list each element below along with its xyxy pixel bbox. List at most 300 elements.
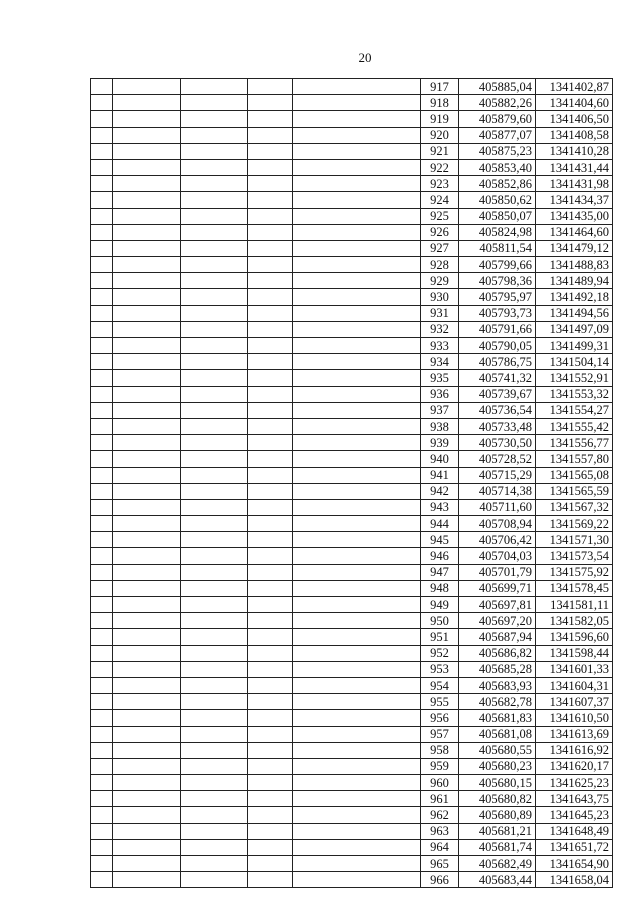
empty-cell xyxy=(248,613,293,629)
y-coordinate-cell: 1341408,58 xyxy=(536,127,613,143)
y-coordinate-cell: 1341488,83 xyxy=(536,257,613,273)
table-row xyxy=(91,499,613,515)
empty-cell xyxy=(91,548,113,564)
empty-cell xyxy=(293,791,421,807)
table-row xyxy=(91,257,613,273)
table-row xyxy=(91,467,613,483)
x-coordinate-cell: 405739,67 xyxy=(459,386,536,402)
empty-cell xyxy=(113,532,181,548)
empty-cell xyxy=(293,839,421,855)
empty-cell xyxy=(181,354,248,370)
empty-cell xyxy=(181,370,248,386)
x-coordinate-cell: 405697,81 xyxy=(459,597,536,613)
table-row xyxy=(91,321,613,337)
x-coordinate-cell: 405811,54 xyxy=(459,240,536,256)
empty-cell xyxy=(293,645,421,661)
empty-cell xyxy=(113,289,181,305)
table-row xyxy=(91,758,613,774)
empty-cell xyxy=(293,95,421,111)
y-coordinate-cell: 1341573,54 xyxy=(536,548,613,564)
table-row xyxy=(91,532,613,548)
table-row xyxy=(91,240,613,256)
point-number-cell: 927 xyxy=(421,240,459,256)
y-coordinate-cell: 1341596,60 xyxy=(536,629,613,645)
empty-cell xyxy=(248,629,293,645)
point-number-cell: 931 xyxy=(421,305,459,321)
point-number-cell: 935 xyxy=(421,370,459,386)
empty-cell xyxy=(181,208,248,224)
empty-cell xyxy=(181,418,248,434)
empty-cell xyxy=(113,677,181,693)
empty-cell xyxy=(248,597,293,613)
point-number-cell: 921 xyxy=(421,143,459,159)
point-number-cell: 965 xyxy=(421,856,459,872)
empty-cell xyxy=(113,483,181,499)
empty-cell xyxy=(91,677,113,693)
empty-cell xyxy=(113,791,181,807)
empty-cell xyxy=(293,208,421,224)
empty-cell xyxy=(248,548,293,564)
point-number-cell: 918 xyxy=(421,95,459,111)
empty-cell xyxy=(248,435,293,451)
point-number-cell: 936 xyxy=(421,386,459,402)
y-coordinate-cell: 1341575,92 xyxy=(536,564,613,580)
empty-cell xyxy=(293,143,421,159)
empty-cell xyxy=(248,338,293,354)
table-row xyxy=(91,661,613,677)
empty-cell xyxy=(113,467,181,483)
x-coordinate-cell: 405714,38 xyxy=(459,483,536,499)
empty-cell xyxy=(113,872,181,888)
x-coordinate-cell: 405790,05 xyxy=(459,338,536,354)
table-row xyxy=(91,483,613,499)
table-row xyxy=(91,127,613,143)
empty-cell xyxy=(248,192,293,208)
table-row xyxy=(91,516,613,532)
empty-cell xyxy=(113,338,181,354)
y-coordinate-cell: 1341499,31 xyxy=(536,338,613,354)
empty-cell xyxy=(181,548,248,564)
empty-cell xyxy=(113,192,181,208)
point-number-cell: 944 xyxy=(421,516,459,532)
table-row xyxy=(91,273,613,289)
empty-cell xyxy=(293,176,421,192)
point-number-cell: 960 xyxy=(421,775,459,791)
y-coordinate-cell: 1341554,27 xyxy=(536,402,613,418)
y-coordinate-cell: 1341557,80 xyxy=(536,451,613,467)
empty-cell xyxy=(293,127,421,143)
table-row xyxy=(91,839,613,855)
empty-cell xyxy=(248,645,293,661)
point-number-cell: 942 xyxy=(421,483,459,499)
empty-cell xyxy=(181,499,248,515)
table-row xyxy=(91,79,613,95)
empty-cell xyxy=(293,710,421,726)
x-coordinate-cell: 405824,98 xyxy=(459,224,536,240)
empty-cell xyxy=(113,839,181,855)
x-coordinate-cell: 405699,71 xyxy=(459,580,536,596)
empty-cell xyxy=(91,694,113,710)
y-coordinate-cell: 1341601,33 xyxy=(536,661,613,677)
empty-cell xyxy=(248,418,293,434)
x-coordinate-cell: 405850,62 xyxy=(459,192,536,208)
y-coordinate-cell: 1341431,98 xyxy=(536,176,613,192)
x-coordinate-cell: 405730,50 xyxy=(459,435,536,451)
x-coordinate-cell: 405681,21 xyxy=(459,823,536,839)
empty-cell xyxy=(113,548,181,564)
empty-cell xyxy=(248,257,293,273)
empty-cell xyxy=(113,354,181,370)
empty-cell xyxy=(91,629,113,645)
table-row xyxy=(91,192,613,208)
empty-cell xyxy=(293,159,421,175)
empty-cell xyxy=(113,79,181,95)
empty-cell xyxy=(293,872,421,888)
empty-cell xyxy=(91,580,113,596)
y-coordinate-cell: 1341556,77 xyxy=(536,435,613,451)
y-coordinate-cell: 1341402,87 xyxy=(536,79,613,95)
point-number-cell: 937 xyxy=(421,402,459,418)
point-number-cell: 919 xyxy=(421,111,459,127)
point-number-cell: 963 xyxy=(421,823,459,839)
empty-cell xyxy=(113,726,181,742)
x-coordinate-cell: 405728,52 xyxy=(459,451,536,467)
empty-cell xyxy=(91,321,113,337)
empty-cell xyxy=(113,580,181,596)
point-number-cell: 926 xyxy=(421,224,459,240)
x-coordinate-cell: 405680,15 xyxy=(459,775,536,791)
table-row xyxy=(91,823,613,839)
empty-cell xyxy=(181,143,248,159)
point-number-cell: 954 xyxy=(421,677,459,693)
empty-cell xyxy=(181,192,248,208)
empty-cell xyxy=(113,111,181,127)
empty-cell xyxy=(91,661,113,677)
x-coordinate-cell: 405686,82 xyxy=(459,645,536,661)
empty-cell xyxy=(248,564,293,580)
y-coordinate-cell: 1341406,50 xyxy=(536,111,613,127)
point-number-cell: 930 xyxy=(421,289,459,305)
point-number-cell: 934 xyxy=(421,354,459,370)
empty-cell xyxy=(248,176,293,192)
point-number-cell: 959 xyxy=(421,758,459,774)
y-coordinate-cell: 1341616,92 xyxy=(536,742,613,758)
empty-cell xyxy=(113,758,181,774)
empty-cell xyxy=(248,208,293,224)
table-row xyxy=(91,159,613,175)
empty-cell xyxy=(181,305,248,321)
empty-cell xyxy=(91,726,113,742)
y-coordinate-cell: 1341553,32 xyxy=(536,386,613,402)
table-row xyxy=(91,289,613,305)
table-row xyxy=(91,791,613,807)
y-coordinate-cell: 1341598,44 xyxy=(536,645,613,661)
empty-cell xyxy=(91,791,113,807)
y-coordinate-cell: 1341578,45 xyxy=(536,580,613,596)
point-number-cell: 938 xyxy=(421,418,459,434)
empty-cell xyxy=(181,597,248,613)
empty-cell xyxy=(293,532,421,548)
empty-cell xyxy=(181,273,248,289)
coordinates-table xyxy=(90,78,613,888)
empty-cell xyxy=(181,661,248,677)
empty-cell xyxy=(113,257,181,273)
empty-cell xyxy=(293,694,421,710)
point-number-cell: 924 xyxy=(421,192,459,208)
empty-cell xyxy=(91,159,113,175)
point-number-cell: 966 xyxy=(421,872,459,888)
table-row xyxy=(91,564,613,580)
y-coordinate-cell: 1341555,42 xyxy=(536,418,613,434)
empty-cell xyxy=(293,257,421,273)
empty-cell xyxy=(293,289,421,305)
x-coordinate-cell: 405685,28 xyxy=(459,661,536,677)
x-coordinate-cell: 405680,89 xyxy=(459,807,536,823)
point-number-cell: 958 xyxy=(421,742,459,758)
empty-cell xyxy=(293,111,421,127)
empty-cell xyxy=(181,159,248,175)
point-number-cell: 939 xyxy=(421,435,459,451)
empty-cell xyxy=(293,677,421,693)
empty-cell xyxy=(181,677,248,693)
empty-cell xyxy=(293,79,421,95)
empty-cell xyxy=(181,516,248,532)
empty-cell xyxy=(293,451,421,467)
x-coordinate-cell: 405683,44 xyxy=(459,872,536,888)
empty-cell xyxy=(293,240,421,256)
empty-cell xyxy=(293,613,421,629)
empty-cell xyxy=(181,224,248,240)
empty-cell xyxy=(91,305,113,321)
y-coordinate-cell: 1341654,90 xyxy=(536,856,613,872)
empty-cell xyxy=(91,176,113,192)
point-number-cell: 928 xyxy=(421,257,459,273)
y-coordinate-cell: 1341504,14 xyxy=(536,354,613,370)
x-coordinate-cell: 405682,78 xyxy=(459,694,536,710)
empty-cell xyxy=(91,645,113,661)
empty-cell xyxy=(248,289,293,305)
point-number-cell: 964 xyxy=(421,839,459,855)
empty-cell xyxy=(181,613,248,629)
empty-cell xyxy=(113,629,181,645)
y-coordinate-cell: 1341410,28 xyxy=(536,143,613,159)
empty-cell xyxy=(248,694,293,710)
empty-cell xyxy=(181,742,248,758)
table-row xyxy=(91,645,613,661)
point-number-cell: 949 xyxy=(421,597,459,613)
table-row xyxy=(91,872,613,888)
point-number-cell: 948 xyxy=(421,580,459,596)
empty-cell xyxy=(181,710,248,726)
empty-cell xyxy=(248,370,293,386)
empty-cell xyxy=(91,143,113,159)
empty-cell xyxy=(293,516,421,532)
y-coordinate-cell: 1341610,50 xyxy=(536,710,613,726)
y-coordinate-cell: 1341571,30 xyxy=(536,532,613,548)
empty-cell xyxy=(91,532,113,548)
empty-cell xyxy=(181,532,248,548)
empty-cell xyxy=(91,775,113,791)
empty-cell xyxy=(113,127,181,143)
point-number-cell: 947 xyxy=(421,564,459,580)
point-number-cell: 961 xyxy=(421,791,459,807)
point-number-cell: 917 xyxy=(421,79,459,95)
empty-cell xyxy=(248,111,293,127)
empty-cell xyxy=(91,370,113,386)
empty-cell xyxy=(181,321,248,337)
empty-cell xyxy=(248,224,293,240)
empty-cell xyxy=(113,435,181,451)
empty-cell xyxy=(293,418,421,434)
empty-cell xyxy=(113,143,181,159)
empty-cell xyxy=(181,580,248,596)
empty-cell xyxy=(293,435,421,451)
x-coordinate-cell: 405798,36 xyxy=(459,273,536,289)
empty-cell xyxy=(248,710,293,726)
empty-cell xyxy=(248,856,293,872)
empty-cell xyxy=(181,823,248,839)
table-row xyxy=(91,807,613,823)
empty-cell xyxy=(293,386,421,402)
empty-cell xyxy=(248,726,293,742)
empty-cell xyxy=(91,435,113,451)
empty-cell xyxy=(293,548,421,564)
table-row xyxy=(91,354,613,370)
empty-cell xyxy=(113,305,181,321)
table-row xyxy=(91,111,613,127)
empty-cell xyxy=(91,79,113,95)
empty-cell xyxy=(91,856,113,872)
x-coordinate-cell: 405687,94 xyxy=(459,629,536,645)
point-number-cell: 929 xyxy=(421,273,459,289)
empty-cell xyxy=(181,451,248,467)
empty-cell xyxy=(91,839,113,855)
empty-cell xyxy=(181,240,248,256)
empty-cell xyxy=(293,321,421,337)
empty-cell xyxy=(113,402,181,418)
empty-cell xyxy=(113,370,181,386)
point-number-cell: 941 xyxy=(421,467,459,483)
empty-cell xyxy=(181,176,248,192)
empty-cell xyxy=(248,775,293,791)
empty-cell xyxy=(181,775,248,791)
empty-cell xyxy=(248,532,293,548)
empty-cell xyxy=(248,807,293,823)
empty-cell xyxy=(91,483,113,499)
empty-cell xyxy=(181,564,248,580)
x-coordinate-cell: 405879,60 xyxy=(459,111,536,127)
empty-cell xyxy=(91,127,113,143)
empty-cell xyxy=(91,386,113,402)
empty-cell xyxy=(248,516,293,532)
empty-cell xyxy=(113,418,181,434)
x-coordinate-cell: 405736,54 xyxy=(459,402,536,418)
y-coordinate-cell: 1341492,18 xyxy=(536,289,613,305)
x-coordinate-cell: 405786,75 xyxy=(459,354,536,370)
point-number-cell: 922 xyxy=(421,159,459,175)
empty-cell xyxy=(181,95,248,111)
x-coordinate-cell: 405733,48 xyxy=(459,418,536,434)
y-coordinate-cell: 1341434,37 xyxy=(536,192,613,208)
empty-cell xyxy=(248,386,293,402)
empty-cell xyxy=(181,872,248,888)
empty-cell xyxy=(293,597,421,613)
empty-cell xyxy=(91,613,113,629)
empty-cell xyxy=(248,159,293,175)
empty-cell xyxy=(91,467,113,483)
empty-cell xyxy=(181,338,248,354)
x-coordinate-cell: 405795,97 xyxy=(459,289,536,305)
x-coordinate-cell: 405850,07 xyxy=(459,208,536,224)
x-coordinate-cell: 405680,23 xyxy=(459,758,536,774)
empty-cell xyxy=(248,95,293,111)
table-row xyxy=(91,143,613,159)
empty-cell xyxy=(248,127,293,143)
x-coordinate-cell: 405877,07 xyxy=(459,127,536,143)
empty-cell xyxy=(248,305,293,321)
table-row xyxy=(91,402,613,418)
empty-cell xyxy=(293,742,421,758)
point-number-cell: 953 xyxy=(421,661,459,677)
x-coordinate-cell: 405681,74 xyxy=(459,839,536,855)
table-row xyxy=(91,208,613,224)
empty-cell xyxy=(113,597,181,613)
empty-cell xyxy=(181,257,248,273)
x-coordinate-cell: 405791,66 xyxy=(459,321,536,337)
point-number-cell: 956 xyxy=(421,710,459,726)
y-coordinate-cell: 1341613,69 xyxy=(536,726,613,742)
x-coordinate-cell: 405875,23 xyxy=(459,143,536,159)
empty-cell xyxy=(181,807,248,823)
empty-cell xyxy=(248,483,293,499)
y-coordinate-cell: 1341607,37 xyxy=(536,694,613,710)
table-row xyxy=(91,338,613,354)
empty-cell xyxy=(293,305,421,321)
empty-cell xyxy=(181,856,248,872)
empty-cell xyxy=(293,758,421,774)
empty-cell xyxy=(91,823,113,839)
empty-cell xyxy=(248,872,293,888)
table-row xyxy=(91,597,613,613)
empty-cell xyxy=(113,807,181,823)
empty-cell xyxy=(181,402,248,418)
empty-cell xyxy=(293,224,421,240)
x-coordinate-cell: 405706,42 xyxy=(459,532,536,548)
empty-cell xyxy=(248,354,293,370)
empty-cell xyxy=(113,710,181,726)
y-coordinate-cell: 1341651,72 xyxy=(536,839,613,855)
table-row xyxy=(91,710,613,726)
point-number-cell: 932 xyxy=(421,321,459,337)
y-coordinate-cell: 1341464,60 xyxy=(536,224,613,240)
y-coordinate-cell: 1341604,31 xyxy=(536,677,613,693)
empty-cell xyxy=(113,645,181,661)
empty-cell xyxy=(91,597,113,613)
empty-cell xyxy=(293,273,421,289)
y-coordinate-cell: 1341569,22 xyxy=(536,516,613,532)
empty-cell xyxy=(248,791,293,807)
x-coordinate-cell: 405680,82 xyxy=(459,791,536,807)
empty-cell xyxy=(293,823,421,839)
empty-cell xyxy=(113,273,181,289)
empty-cell xyxy=(293,564,421,580)
y-coordinate-cell: 1341565,59 xyxy=(536,483,613,499)
empty-cell xyxy=(293,402,421,418)
empty-cell xyxy=(181,791,248,807)
x-coordinate-cell: 405708,94 xyxy=(459,516,536,532)
point-number-cell: 940 xyxy=(421,451,459,467)
empty-cell xyxy=(248,580,293,596)
